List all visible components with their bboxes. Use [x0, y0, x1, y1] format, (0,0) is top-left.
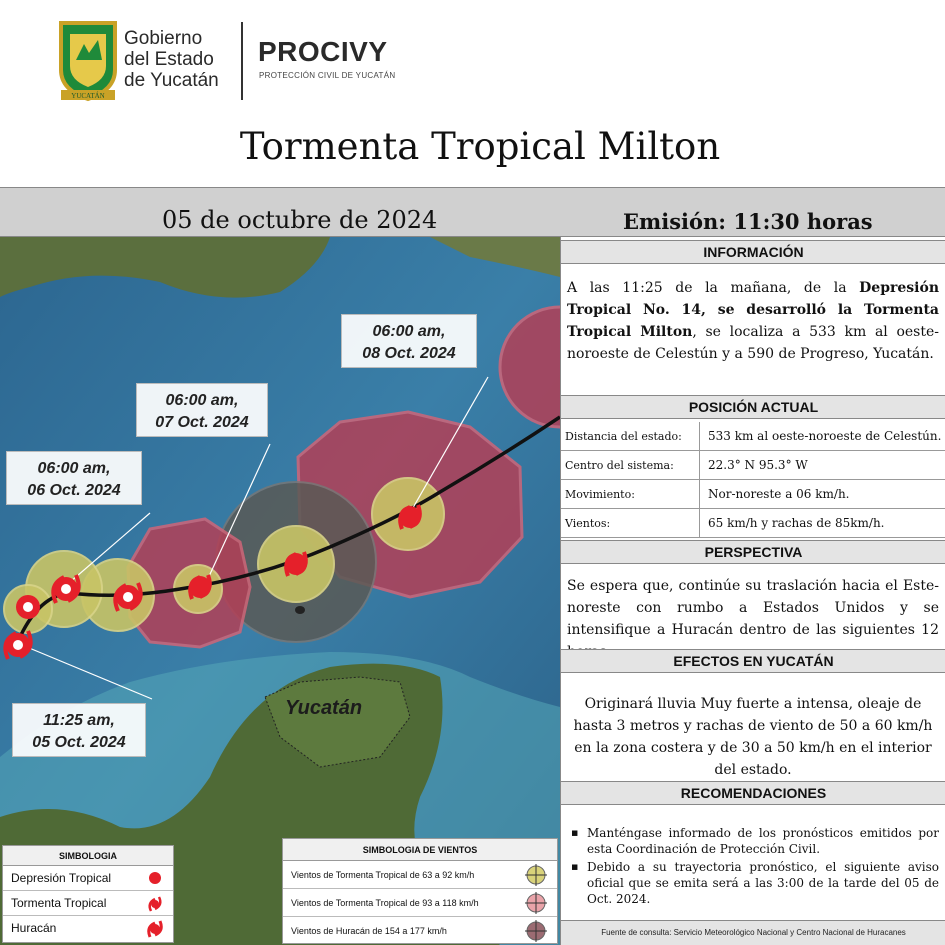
hurricane-symbol-icon [147, 920, 163, 938]
callout-07oct: 06:00 am, 07 Oct. 2024 [136, 383, 268, 437]
legend-row-storm [3, 891, 173, 916]
legend-symbols-header: SIMBOLOGIA [3, 846, 173, 866]
pos-value: 65 km/h y rachas de 85km/h. [699, 509, 945, 538]
callout-05oct: 11:25 am, 05 Oct. 2024 [12, 703, 146, 757]
depression-symbol-icon [147, 870, 163, 886]
legend-wind-row-3 [283, 917, 557, 945]
gov-line-3: de Yucatán [124, 70, 219, 91]
legend-winds-header: SIMBOLOGIA DE VIENTOS [283, 839, 557, 861]
pos-row-distance [561, 422, 945, 451]
gov-line-1: Gobierno [124, 28, 203, 49]
legend-row-hurricane [3, 916, 173, 941]
wind-pink-icon [525, 892, 547, 914]
legend-label: Huracán [11, 921, 57, 935]
wind-maroon-icon [525, 920, 547, 942]
wind-yellow-icon [525, 864, 547, 886]
government-name [124, 28, 219, 91]
legend-wind-row-1 [283, 861, 557, 889]
legend-winds [282, 838, 558, 944]
pos-label: Centro del sistema: [565, 459, 674, 472]
legend-wind-row-2 [283, 889, 557, 917]
perspectiva-header: PERSPECTIVA [561, 540, 945, 564]
pos-label: Distancia del estado: [565, 430, 682, 443]
recomendaciones-header: RECOMENDACIONES [561, 781, 945, 805]
header [0, 0, 945, 190]
callout-06oct: 06:00 am, 06 Oct. 2024 [6, 451, 142, 505]
issue-time: Emisión: 11:30 horas [623, 209, 873, 234]
recomendacion-item: ▪ Manténgase informado de los pronósticos emitidos por esta Coordinación de Protección Civil. [571, 825, 939, 857]
header-divider [241, 22, 243, 100]
source-note: Fuente de consulta: Servicio Meteorológico Nacional y Centro Nacional de Huracanes [561, 920, 945, 945]
yucatan-shield-logo [58, 20, 118, 102]
svg-text:YUCATÁN: YUCATÁN [71, 92, 105, 100]
procivy-logo: PROCIVY [258, 36, 388, 67]
pos-value: 22.3° N 95.3° W [699, 451, 945, 480]
pos-label: Vientos: [565, 517, 611, 530]
pos-row-winds [561, 509, 945, 538]
legend-wind-label: Vientos de Tormenta Tropical de 93 a 118 km/h [291, 898, 479, 908]
callout-08oct: 06:00 am, 08 Oct. 2024 [341, 314, 477, 368]
issue-date: 05 de octubre de 2024 [162, 206, 438, 234]
legend-label: Depresión Tropical [11, 871, 112, 885]
posicion-header: POSICIÓN ACTUAL [561, 395, 945, 419]
recomendaciones-list [571, 825, 939, 909]
recomendacion-item: ▪ Debido a su trayectoria pronóstico, el siguiente aviso oficial que se emita será a las 3:00 de la tarde del 05 de Oct. 2024. [571, 859, 939, 907]
perspectiva-text: Se espera que, continúe su traslación hacia el Este-noreste con rumbo a Estados Unidos y se intensifique a Huracán dentro de las siguientes 12 [567, 578, 939, 638]
map-label-yucatan: Yucatán [285, 697, 363, 719]
pos-row-center [561, 451, 945, 480]
informacion-header: INFORMACIÓN [561, 240, 945, 264]
legend-symbols [2, 845, 174, 943]
procivy-subtitle: PROTECCIÓN CIVIL DE YUCATÁN [259, 71, 396, 80]
page-title: Tormenta Tropical Milton [239, 125, 721, 168]
informacion-text: A las 11:25 de la mañana, de la Depresión Tropical No. 14, se desarrolló la Tormenta Tropical Milton, se localiza a 533 km al oeste-noroeste de Celestún y a 590 de Progreso, Yucatán. [567, 280, 939, 362]
pos-value: 533 km al oeste-noroeste de Celestún. [699, 422, 945, 451]
tropical-depression-icon [16, 595, 40, 619]
storm-symbol-icon [147, 895, 163, 913]
efectos-header: EFECTOS EN YUCATÁN [561, 649, 945, 673]
legend-label: Tormenta Tropical [11, 896, 107, 910]
pos-value: Nor-noreste a 06 km/h. [699, 480, 945, 509]
pos-row-movement [561, 480, 945, 509]
legend-wind-label: Vientos de Tormenta Tropical de 63 a 92 km/h [291, 870, 475, 880]
gov-line-2: del Estado [124, 49, 214, 70]
legend-wind-label: Vientos de Huracán de 154 a 177 km/h [291, 926, 447, 936]
pos-label: Movimiento: [565, 488, 635, 501]
efectos-text: Originará lluvia Muy fuerte a intensa, oleaje de hasta 3 metros y rachas de viento de 50 a 60 km/h en la zona costera y de 30 a 50 km/h en el interior del estado. [573, 696, 933, 778]
legend-row-depression [3, 866, 173, 891]
info-panel [560, 237, 945, 945]
